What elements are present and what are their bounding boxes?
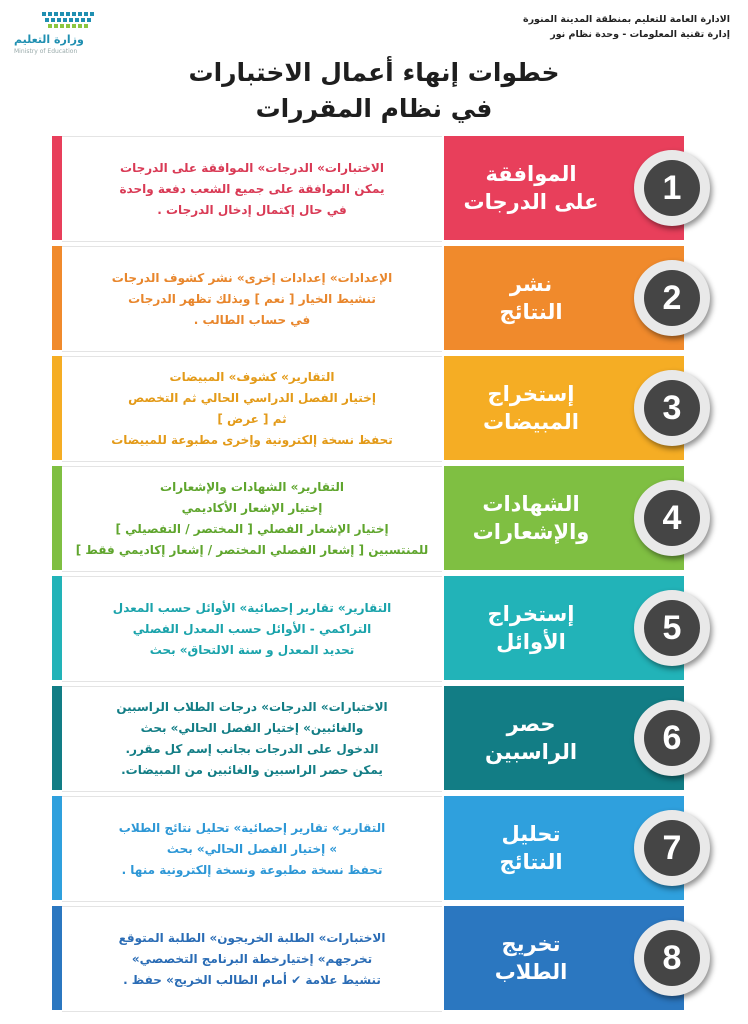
step-color-stripe bbox=[52, 136, 62, 240]
page-title: خطوات إنهاء أعمال الاختبارات bbox=[188, 58, 560, 87]
instruction-line: الاختبارات» الطلبة الخريجون» الطلبة المتوقع bbox=[118, 930, 386, 945]
instruction-line: الاختبارات» الدرجات» الموافقة على الدرجات bbox=[120, 160, 384, 175]
header bbox=[0, 0, 748, 60]
instruction-line: تنشيط الخيار [ نعم ] وبذلك تظهر الدرجات bbox=[128, 291, 376, 306]
instruction-line: الاختبارات» الدرجات» درجات الطلاب الراسبين bbox=[116, 700, 388, 714]
instruction-line: للمنتسبين [ إشعار الفصلي المختصر / إشعار إكاديمي فقط ] bbox=[75, 543, 429, 557]
org-line-2: إدارة تقنية المعلومات - وحدة نظام نور bbox=[550, 29, 730, 40]
step-number-badge bbox=[634, 810, 710, 886]
step-number-badge bbox=[634, 480, 710, 556]
step-title bbox=[456, 356, 606, 460]
instruction-line: التقارير» تقارير إحصائية» الأوائل حسب المعدل bbox=[112, 600, 392, 615]
step-title-line: والإشعارات bbox=[472, 520, 590, 544]
step-number: 7 bbox=[644, 820, 700, 876]
instruction-line: تحفظ نسخة مطبوعة ونسخة إلكترونية منها . bbox=[121, 862, 383, 877]
step-row bbox=[52, 246, 740, 350]
step-title-line: الراسبين bbox=[484, 740, 578, 764]
step-number-badge bbox=[634, 590, 710, 666]
step-number-badge bbox=[634, 920, 710, 996]
instruction-line: في حساب الطالب . bbox=[193, 312, 311, 327]
step-title-line: على الدرجات bbox=[463, 190, 599, 214]
step-row bbox=[52, 796, 740, 900]
instruction-line: إختيار الإشعار الأكاديمي bbox=[181, 501, 323, 515]
step-instructions bbox=[62, 576, 442, 682]
instruction-line: التقارير» كشوف» المبيضات bbox=[169, 370, 335, 384]
step-number: 1 bbox=[644, 160, 700, 216]
step-title bbox=[456, 136, 606, 240]
step-title bbox=[456, 246, 606, 350]
instruction-line: تحديد المعدل و سنة الالتحاق» بحث bbox=[149, 642, 355, 657]
step-instructions bbox=[62, 356, 442, 462]
instruction-line: يمكن حصر الراسبين والغائبين من المبيضات. bbox=[121, 763, 383, 777]
page-subtitle: في نظام المقررات bbox=[255, 94, 493, 123]
step-title-line: الطلاب bbox=[494, 960, 568, 984]
step-color-stripe bbox=[52, 796, 62, 900]
step-title-line: المبيضات bbox=[483, 410, 579, 434]
step-title-line: نشر bbox=[509, 272, 553, 296]
instruction-line: في حال إكتمال إدخال الدرجات . bbox=[157, 202, 347, 217]
step-title-line: الشهادات bbox=[482, 492, 580, 516]
instruction-line: تنشيط علامة ✔ أمام الطالب الخريج» حفظ . bbox=[123, 972, 381, 987]
step-title bbox=[456, 466, 606, 570]
logo-name: وزارة التعليم bbox=[14, 33, 84, 46]
instruction-line: ثم [ عرض ] bbox=[217, 412, 287, 426]
step-row bbox=[52, 136, 740, 240]
step-color-stripe bbox=[52, 246, 62, 350]
step-row bbox=[52, 576, 740, 680]
instruction-line: إختيار الفصل الدراسي الحالي ثم التخصص bbox=[128, 391, 376, 405]
step-color-stripe bbox=[52, 686, 62, 790]
instruction-line: إختيار الإشعار الفصلي [ المختصر / التفصيلي ] bbox=[115, 522, 389, 536]
instruction-line: التقارير» تقارير إحصائية» تحليل نتائج الطلاب bbox=[118, 820, 386, 835]
step-color-stripe bbox=[52, 466, 62, 570]
step-title-line: حصر bbox=[506, 712, 556, 736]
organization-info bbox=[523, 12, 730, 42]
step-row bbox=[52, 466, 740, 570]
step-title-line: النتائج bbox=[499, 300, 563, 324]
step-instructions bbox=[62, 906, 442, 1012]
step-title bbox=[456, 796, 606, 900]
step-row bbox=[52, 686, 740, 790]
instruction-line: تحفظ نسخة إلكترونية وإخرى مطبوعة للمبيضات bbox=[111, 433, 393, 447]
step-instructions bbox=[62, 466, 442, 572]
step-title-line: تحليل bbox=[501, 822, 561, 846]
step-instructions bbox=[62, 796, 442, 902]
instruction-line: تخرجهم» إختيارخطة البرنامج التخصصي» bbox=[131, 951, 373, 966]
step-number: 6 bbox=[644, 710, 700, 766]
step-row bbox=[52, 906, 740, 1010]
step-number: 3 bbox=[644, 380, 700, 436]
step-title-line: الأوائل bbox=[496, 630, 566, 654]
step-color-stripe bbox=[52, 576, 62, 680]
step-number-badge bbox=[634, 370, 710, 446]
instruction-line: التراكمي - الأوائل حسب المعدل الفصلي bbox=[132, 621, 372, 636]
step-number-badge bbox=[634, 260, 710, 336]
step-title-line: إستخراج bbox=[487, 602, 575, 626]
step-instructions bbox=[62, 686, 442, 792]
step-number: 8 bbox=[644, 930, 700, 986]
step-title bbox=[456, 686, 606, 790]
step-number-badge bbox=[634, 700, 710, 776]
step-instructions bbox=[62, 136, 442, 242]
step-title-line: الموافقة bbox=[485, 162, 577, 186]
step-color-stripe bbox=[52, 906, 62, 1010]
step-number: 2 bbox=[644, 270, 700, 326]
instruction-line: الإعدادات» إعدادات إخرى» نشر كشوف الدرجات bbox=[111, 270, 393, 285]
step-title bbox=[456, 576, 606, 680]
instruction-line: التقارير» الشهادات والإشعارات bbox=[160, 480, 344, 494]
logo-subtitle: Ministry of Education bbox=[14, 48, 78, 55]
instruction-line: الدخول على الدرجات بجانب إسم كل مقرر. bbox=[125, 742, 379, 756]
step-number: 4 bbox=[644, 490, 700, 546]
step-title-line: إستخراج bbox=[487, 382, 575, 406]
instruction-line: يمكن الموافقة على جميع الشعب دفعة واحدة bbox=[119, 181, 385, 196]
step-instructions bbox=[62, 246, 442, 352]
org-line-1: الادارة العامة للتعليم بمنطقة المدينة المنورة bbox=[522, 14, 730, 25]
step-title-line: تخريج bbox=[501, 932, 561, 956]
instruction-line: والغائبين» إختيار الفصل الحالي» بحث bbox=[140, 721, 364, 735]
step-number-badge bbox=[634, 150, 710, 226]
step-title-line: النتائج bbox=[499, 850, 563, 874]
instruction-line: » إختيار الفصل الحالي» بحث bbox=[166, 841, 338, 856]
step-number: 5 bbox=[644, 600, 700, 656]
step-color-stripe bbox=[52, 356, 62, 460]
step-title bbox=[456, 906, 606, 1010]
step-row bbox=[52, 356, 740, 460]
